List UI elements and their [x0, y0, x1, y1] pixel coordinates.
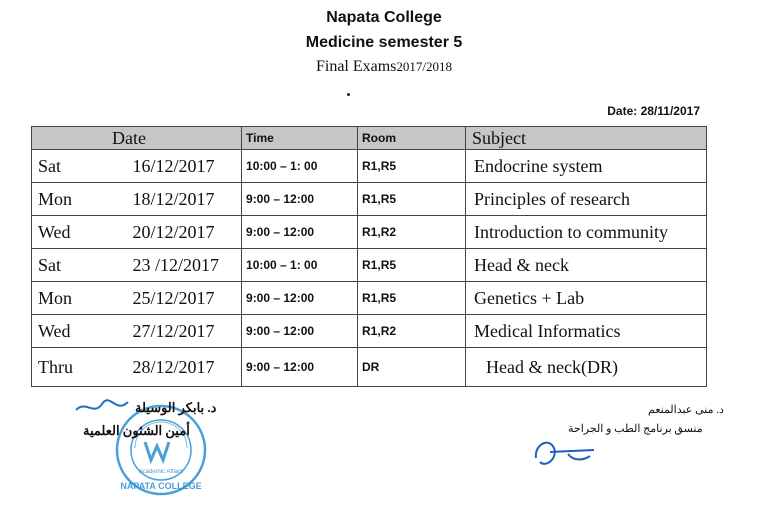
cell-date: 18/12/2017	[125, 183, 242, 216]
stamp-inner-text: Academic Affairs	[138, 469, 184, 475]
cell-subject: Endocrine system	[466, 150, 707, 183]
cell-date: 23 /12/2017	[125, 249, 242, 282]
cell-room: R1,R2	[358, 315, 466, 348]
left-signature-mark	[72, 396, 132, 418]
cell-time: 9:00 – 12:00	[242, 315, 358, 348]
cell-day: Sat	[32, 150, 125, 183]
table-row	[32, 282, 707, 315]
col-header-time: Time	[242, 127, 358, 150]
table-row	[32, 348, 707, 387]
col-header-date: Date	[32, 127, 242, 150]
table-row	[32, 216, 707, 249]
cell-time: 9:00 – 12:00	[242, 183, 358, 216]
program-title: Medicine semester 5	[305, 34, 463, 51]
cell-day: Mon	[32, 183, 125, 216]
left-signatory-name: د. بابكر الوسيلة	[135, 400, 217, 415]
right-signatory-title: منسق برنامج الطب و الجراحة	[568, 423, 703, 435]
cell-time: 9:00 – 12:00	[242, 282, 358, 315]
exam-year: 2017/2018	[396, 59, 453, 74]
cell-date: 27/12/2017	[125, 315, 242, 348]
table-row	[32, 315, 707, 348]
exam-title-text: Final Exams	[315, 58, 397, 75]
cell-room: R1,R5	[358, 282, 466, 315]
right-signatory-name: د. منى عبدالمنعم	[648, 404, 724, 416]
right-signature-mark	[528, 428, 600, 476]
exam-schedule-table	[31, 126, 707, 387]
cell-time: 9:00 – 12:00	[242, 348, 358, 387]
left-signatory-title: أمين الشئون العلمية	[83, 423, 190, 438]
cell-subject: Introduction to community	[466, 216, 707, 249]
issue-date: Date: 28/11/2017	[607, 104, 700, 118]
cell-time: 9:00 – 12:00	[242, 216, 358, 249]
stamp-text: NAPATA COLLEGE	[120, 481, 202, 491]
exam-title	[0, 58, 768, 76]
cell-date: 28/12/2017	[125, 348, 242, 387]
table-header-row	[32, 127, 707, 150]
cell-room: R1,R5	[358, 183, 466, 216]
cell-room: DR	[358, 348, 466, 387]
college-name: Napata College	[326, 9, 442, 26]
cell-room: R1,R5	[358, 150, 466, 183]
cell-day: Wed	[32, 315, 125, 348]
cell-day: Sat	[32, 249, 125, 282]
cell-date: 16/12/2017	[125, 150, 242, 183]
cell-subject: Head & neck(DR)	[466, 348, 707, 387]
cell-room: R1,R2	[358, 216, 466, 249]
cell-day: Thru	[32, 348, 125, 387]
table-row	[32, 150, 707, 183]
cell-room: R1,R5	[358, 249, 466, 282]
table-row	[32, 249, 707, 282]
col-header-room: Room	[358, 127, 466, 150]
stray-dot	[347, 93, 350, 96]
cell-subject: Principles of research	[466, 183, 707, 216]
col-header-subject: Subject	[466, 127, 707, 150]
cell-time: 10:00 – 1: 00	[242, 249, 358, 282]
cell-time: 10:00 – 1: 00	[242, 150, 358, 183]
cell-subject: Head & neck	[466, 249, 707, 282]
cell-date: 20/12/2017	[125, 216, 242, 249]
cell-date: 25/12/2017	[125, 282, 242, 315]
cell-day: Wed	[32, 216, 125, 249]
cell-subject: Medical Informatics	[466, 315, 707, 348]
cell-subject: Genetics + Lab	[466, 282, 707, 315]
cell-day: Mon	[32, 282, 125, 315]
table-row	[32, 183, 707, 216]
